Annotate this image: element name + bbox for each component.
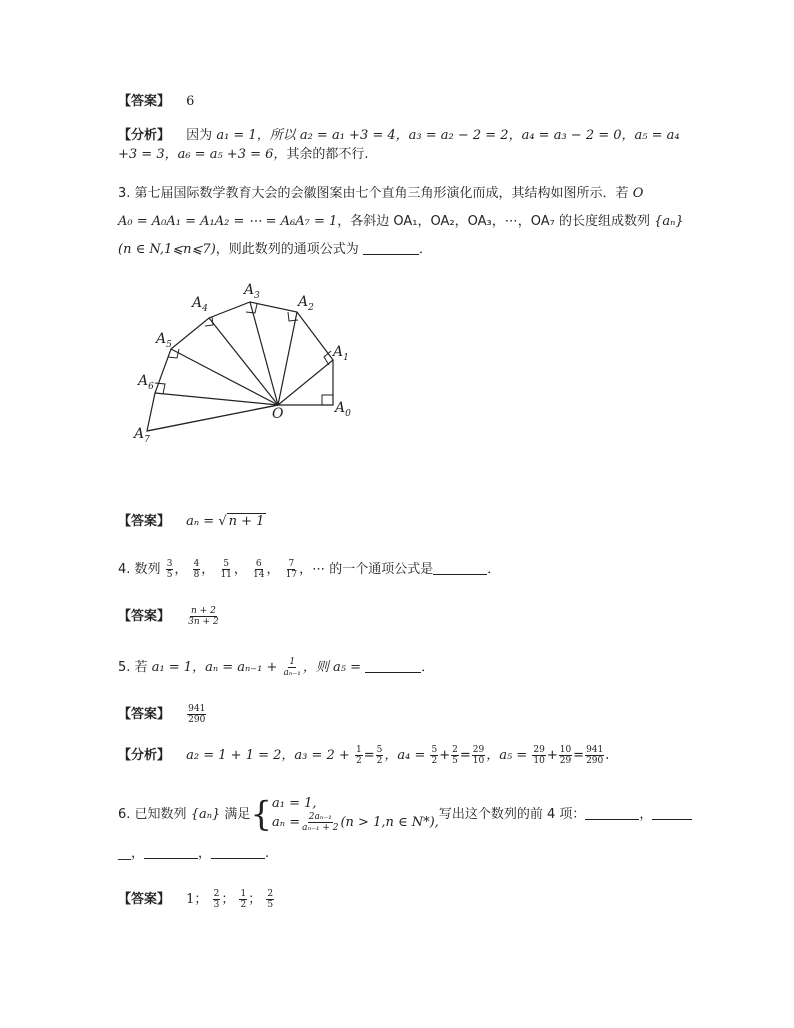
q4-stem-line: 4. 数列 $\frac{3}{5}$ ， $\frac{4}{8}$ ， $\frac{5}{11}$ ， $\frac{6}{14}$ ， $\frac{7}{17}$ ，⋯ 的一个通项公式是 ．	[118, 559, 501, 580]
q6-answer-f2: $\frac{1}{2}$	[240, 889, 247, 910]
label-A4: $A_4$	[192, 295, 208, 314]
q2-analysis-text: 因为	[186, 128, 213, 143]
q2-analysis-text2: 其余的都不行.	[286, 147, 369, 162]
q3-stem-text3: ，则此数列的通项公式为	[215, 242, 359, 257]
answer-tag: 【答案】	[118, 609, 171, 624]
label-A2: $A_2$	[298, 294, 314, 313]
label-A7: $A_7$	[134, 426, 150, 445]
q2-analysis-eq1: a₁ = 1，所以 a₂ = a₁ +3 = 4，a₃ = a₂ − 2 = 2，a₄ = a₃ − 2 = 0，a₅ = a₄	[216, 128, 680, 143]
hyp-OA7	[147, 405, 278, 431]
analysis-tag: 【分析】	[118, 748, 171, 763]
q5-analysis-part3: ，a₅ =	[486, 748, 528, 763]
q6-answer-line: 【答案】 1； $\frac{2}{3}$ ； $\frac{1}{2}$ ； $\frac{2}{5}$	[118, 889, 274, 910]
q5-stem-line: 5. 若 a₁ = 1，aₙ = aₙ₋₁ + $\frac{1}{\text{aₙ₋₁}}$ ，则 a₅ = ．	[118, 657, 435, 678]
q3-answer-sqrt: √ n + 1	[218, 514, 265, 529]
outer-polygon	[147, 302, 333, 431]
q4-answer-line	[118, 606, 221, 627]
answer-tag: 【答案】	[118, 707, 171, 722]
q5-answer-blank[interactable]	[365, 660, 421, 673]
q4-frac-1: $\frac{3}{5}$	[166, 559, 173, 580]
q6-stem-mid: 满足	[224, 807, 251, 822]
figure-lines	[147, 302, 333, 431]
q4-frac-3: $\frac{5}{11}$	[220, 559, 232, 580]
q6-answer-f3: $\frac{2}{5}$	[267, 889, 274, 910]
q6-stem-seq: {aₙ}	[190, 807, 221, 822]
q6-stem-line2: __， ， .	[118, 846, 270, 861]
q6-blank-1[interactable]	[585, 807, 639, 820]
label-A3: $A_3$	[244, 282, 260, 301]
q6-system	[272, 796, 439, 833]
q3-stem-eq: A₀ = A₀A₁ = A₁A₂ = ⋯ = A₆A₇ = 1	[118, 214, 338, 229]
q6-sys-frac: $\frac{\text{2aₙ₋₁}}{\text{aₙ₋₁ + 2}}$	[302, 812, 339, 833]
q5-answer-line	[118, 704, 207, 725]
q6-sys-line1: a₁ = 1,	[272, 796, 317, 811]
q2-analysis-eq2: +3 = 3，a₆ = a₅ +3 = 6，	[118, 147, 287, 162]
hyp-OA3	[250, 302, 278, 405]
figure-labels	[132, 282, 351, 445]
q5-analysis-f7: $\frac{10}{29}$	[559, 745, 572, 766]
q5-analysis-f2: $\frac{5}{2}$	[376, 745, 383, 766]
answer-tag: 【答案】	[118, 514, 171, 529]
q2-answer-value: 6	[186, 94, 195, 109]
q2-analysis-line1	[118, 127, 680, 145]
q5-analysis-part1: a₂ = 1 + 1 = 2，a₃ = 2 +	[186, 748, 350, 763]
q6-blank-2[interactable]	[652, 807, 692, 820]
label-A5: $A_5$	[156, 331, 172, 350]
q6-answer-first: 1；	[186, 892, 208, 907]
hyp-OA4	[209, 318, 278, 405]
q4-frac-4: $\frac{6}{14}$	[253, 559, 265, 580]
q5-analysis-f4: $\frac{2}{5}$	[452, 745, 458, 766]
q5-analysis-part2: ，a₄ =	[384, 748, 426, 763]
q4-answer-frac: $\frac{n + 2}{3n + 2}$	[188, 606, 219, 627]
q4-stem-suffix: ，⋯ 的一个通项公式是	[299, 562, 434, 577]
q4-stem-prefix: 4. 数列	[118, 562, 161, 577]
q5-analysis-line: 【分析】 a₂ = 1 + 1 = 2，a₃ = 2 + $\frac{1}{2}$ = $\frac{5}{2}$ ，a₄ = $\frac{5}{2}$ + $\frac{2}{5}$ = $\frac{29}{10}$ ，a₅ = $\frac{29}{10}$ + $\frac{10}{29}$ = $\frac{941}{290}$ .	[118, 745, 610, 766]
q3-stem-line2	[118, 213, 684, 231]
q6-blank-4[interactable]	[211, 846, 265, 859]
label-A0: $A_0$	[335, 400, 351, 419]
q3-stem-seq: {aₙ}	[654, 214, 684, 229]
q3-figure	[120, 278, 370, 448]
q4-frac-5: $\frac{7}{17}$	[285, 559, 298, 580]
analysis-tag: 【分析】	[118, 128, 171, 143]
q5-analysis-f3: $\frac{5}{2}$	[431, 745, 438, 766]
q3-answer-line	[118, 513, 266, 531]
q5-stem-suffix: ，则 a₅ =	[302, 660, 362, 675]
q5-analysis-f6: $\frac{29}{10}$	[533, 745, 545, 766]
q5-analysis-f5: $\frac{29}{10}$	[472, 745, 485, 766]
q3-answer-blank[interactable]	[363, 242, 419, 255]
q4-frac-2: $\frac{4}{8}$	[193, 559, 200, 580]
q2-analysis-line2	[118, 146, 369, 164]
q3-answer-lhs: aₙ =	[186, 514, 215, 529]
answer-tag: 【答案】	[118, 94, 171, 109]
q3-stem-text: 3. 第七届国际数学教育大会的会徽图案由七个直角三角形演化而成，其结构如图所示．若	[118, 186, 629, 201]
q5-analysis-f8: $\frac{941}{290}$	[586, 745, 604, 766]
q6-stem-line1: 6. 已知数列 {aₙ} 满足{ a₁ = 1, aₙ = $\frac{\text{2aₙ₋₁}}{\text{aₙ₋₁ + 2}}$ (n > 1,n ∈ N*), 写出这个数列的前 4 项： ，	[118, 796, 692, 833]
q6-answer-f1: $\frac{2}{3}$	[213, 889, 220, 910]
q6-sys-line2: aₙ = $\frac{\text{2aₙ₋₁}}{\text{aₙ₋₁ + 2}}$ (n > 1,n ∈ N*),	[272, 812, 439, 833]
label-A6: $A_6$	[138, 373, 154, 392]
q3-stem-line3: (n ∈ N,1⩽n⩽7)，则此数列的通项公式为 ．	[118, 242, 432, 257]
q5-stem-frac: $\frac{1}{\text{aₙ₋₁}}$	[283, 657, 301, 678]
q3-stem-O: O	[632, 186, 644, 201]
q6-blank-2-tail: __	[118, 846, 131, 861]
q4-answer-blank[interactable]	[433, 562, 487, 575]
q6-stem-suffix: 写出这个数列的前 4 项：	[438, 807, 586, 822]
q3-stem-text2: ，各斜边 OA₁，OA₂，OA₃，⋯，OA₇ 的长度组成数列	[337, 214, 650, 229]
brace-icon: {	[250, 794, 273, 835]
q5-stem-prefix: 5. 若	[118, 660, 148, 675]
answer-tag: 【答案】	[118, 892, 171, 907]
q3-stem-line1	[118, 185, 643, 203]
q2-answer-line	[118, 93, 194, 111]
q6-stem-prefix: 6. 已知数列	[118, 807, 187, 822]
q5-analysis-f1: $\frac{1}{2}$	[355, 745, 362, 766]
q3-stem-cond: (n ∈ N,1⩽n⩽7)	[118, 242, 216, 257]
q5-answer-frac: $\frac{941}{290}$	[188, 704, 206, 725]
q5-stem-eq: a₁ = 1，aₙ = aₙ₋₁ +	[151, 660, 278, 675]
label-O: O	[272, 406, 284, 422]
label-A1: $A_1$	[333, 344, 349, 363]
q6-blank-3[interactable]	[144, 846, 198, 859]
